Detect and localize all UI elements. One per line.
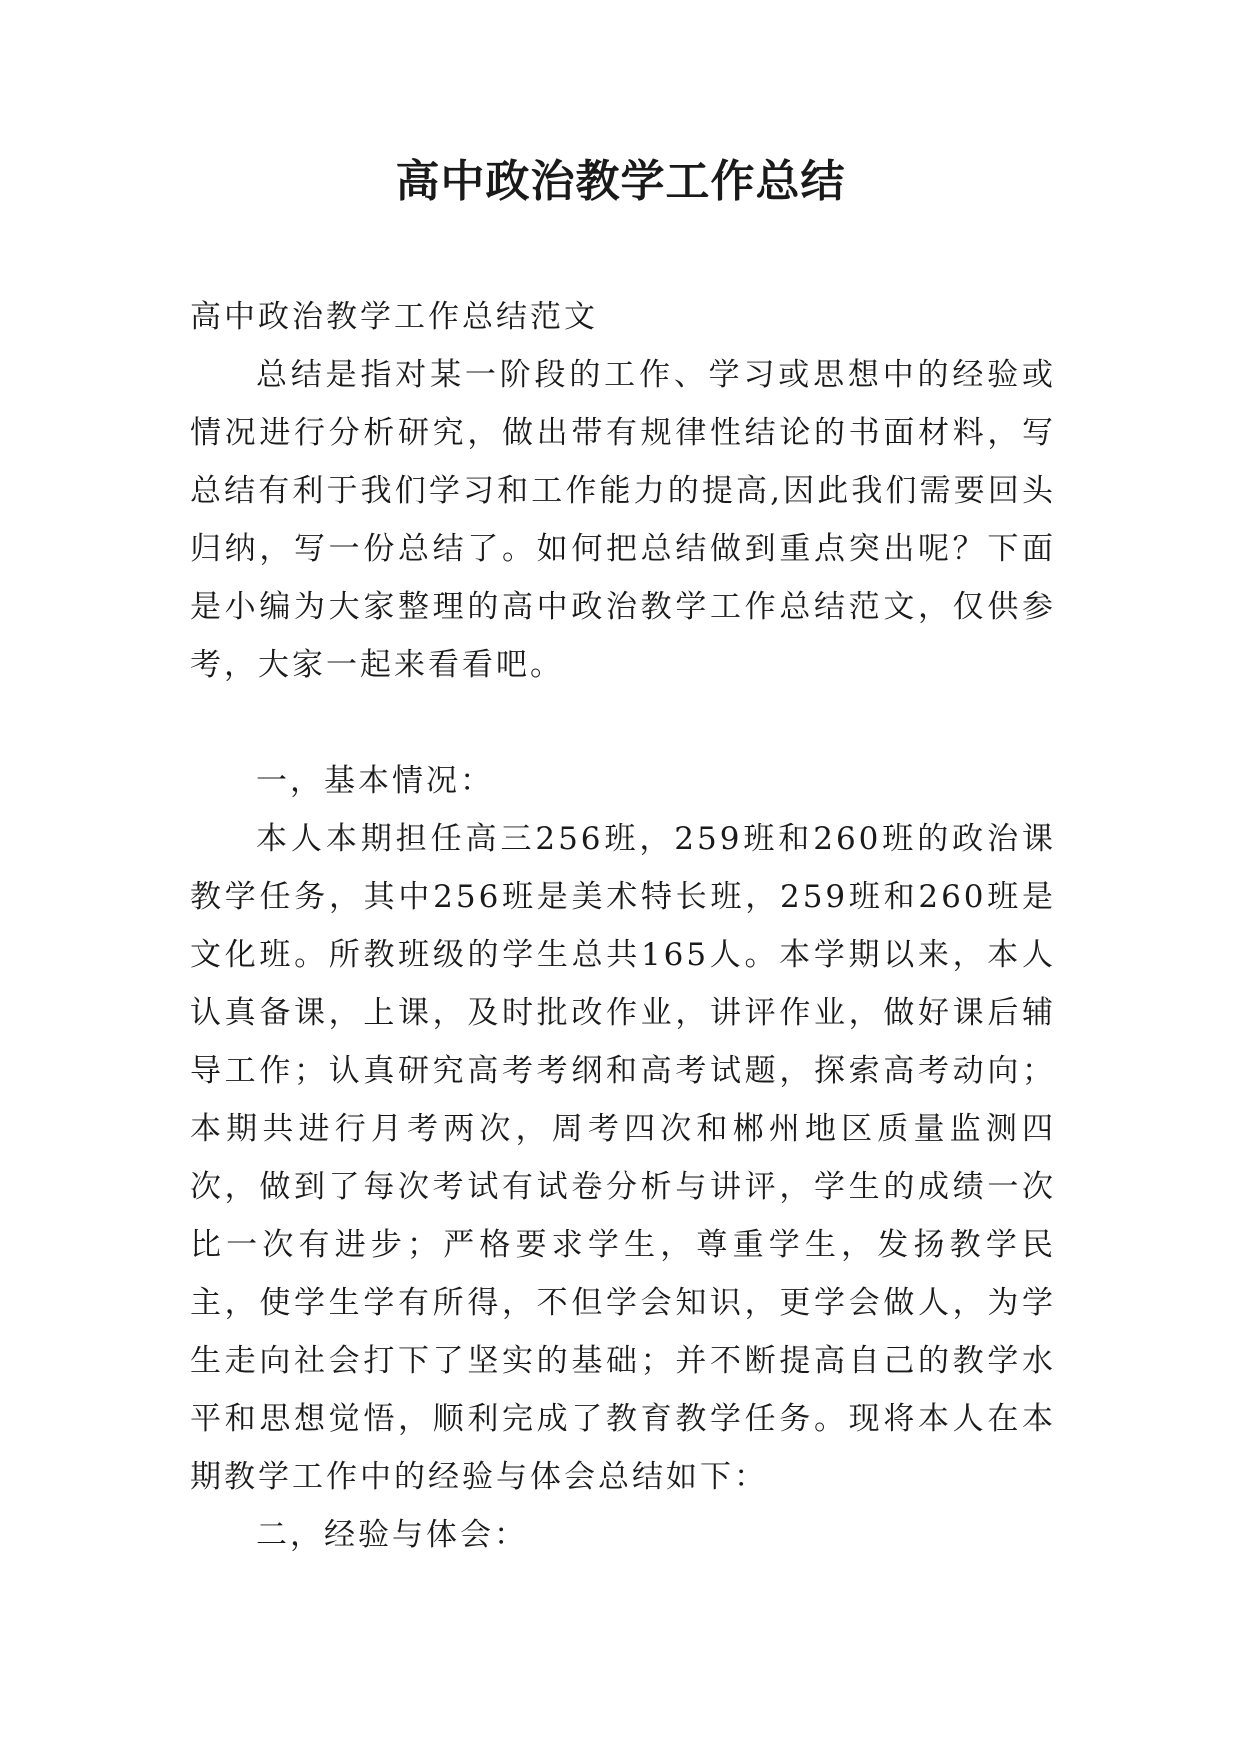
document-body [190,288,1056,1564]
document-subtitle: 高中政治教学工作总结范文 [190,299,598,335]
section-heading-basic: 一，基本情况： [256,763,494,799]
paragraph-spacer [190,694,1056,752]
document-title: 高中政治教学工作总结 [395,156,846,207]
intro-paragraph: 总结是指对某一阶段的工作、学习或思想中的经验或情况进行分析研究，做出带有规律性结论的书面材料，写总结有利于我们学习和工作能力的提高,因此我们需要回头归纳，写一份总结了。如何把总结做到重点突出呢？下面是小编为大家整理的高中政治教学工作总结范文，仅供参考，大家一起来看看吧。 [190,357,1056,683]
section-body-basic: 本人本期担任高三256班，259班和260班的政治课教学任务，其中256班是美术特长班，259班和260班是文化班。所教班级的学生总共165人。本学期以来，本人认真备课，上课，及时批改作业，讲评作业，做好课后辅导工作；认真研究高考考纲和高考试题，探索高考动向；本期共进行月考两次，周考四次和郴州地区质量监测四次，做到了每次考试有试卷分析与讲评，学生的成绩一次比一次有进步；严格要求学生，尊重学生，发扬教学民主，使学生学有所得，不但学会知识，更学会做人，为学生走向社会打下了坚实的基础；并不断提高自己的教学水平和思想觉悟，顺利完成了教育教学任务。现将本人在本期教学工作中的经验与体会总结如下： [190,821,1056,1495]
section-heading-experience: 二，经验与体会： [256,1517,528,1553]
